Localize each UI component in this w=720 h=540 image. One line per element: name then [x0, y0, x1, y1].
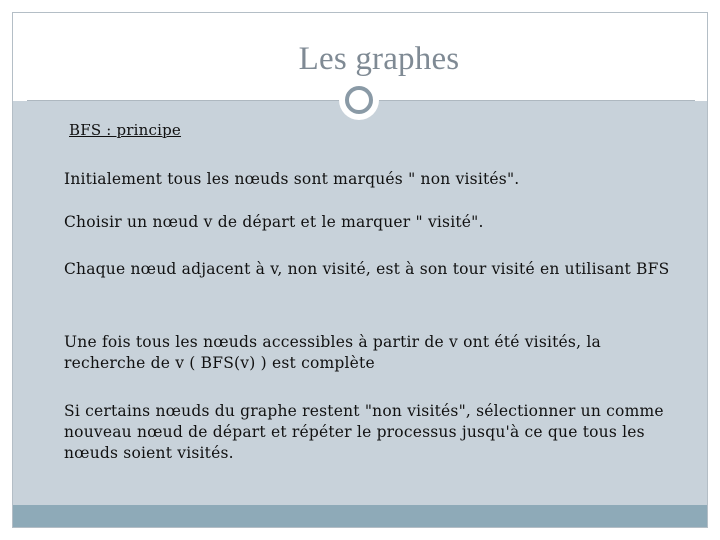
slide — [12, 12, 708, 528]
paragraph-5: Si certains nœuds du graphe restent "non visités", sélectionner un comme nouveau nœud de départ et répéter le processus jusqu'à ce que tous les nœuds soient visités. — [64, 402, 664, 462]
paragraph-4: Une fois tous les nœuds accessibles à partir de v ont été visités, la recherche de v ( BFS(v) ) est complète — [64, 333, 601, 372]
footer-bar — [13, 505, 707, 527]
paragraph-3: Chaque nœud adjacent à v, non visité, est à son tour visité en utilisant BFS — [64, 260, 670, 278]
paragraph-2: Choisir un nœud v de départ et le marquer " visité". — [64, 213, 484, 231]
circle-ornament-inner — [345, 86, 373, 114]
slide-title: Les graphes — [298, 41, 460, 77]
slide-subtitle: BFS : principe — [69, 121, 182, 139]
circle-ornament-icon — [339, 80, 379, 120]
paragraph-1: Initialement tous les nœuds sont marqués " non visités". — [64, 170, 520, 188]
